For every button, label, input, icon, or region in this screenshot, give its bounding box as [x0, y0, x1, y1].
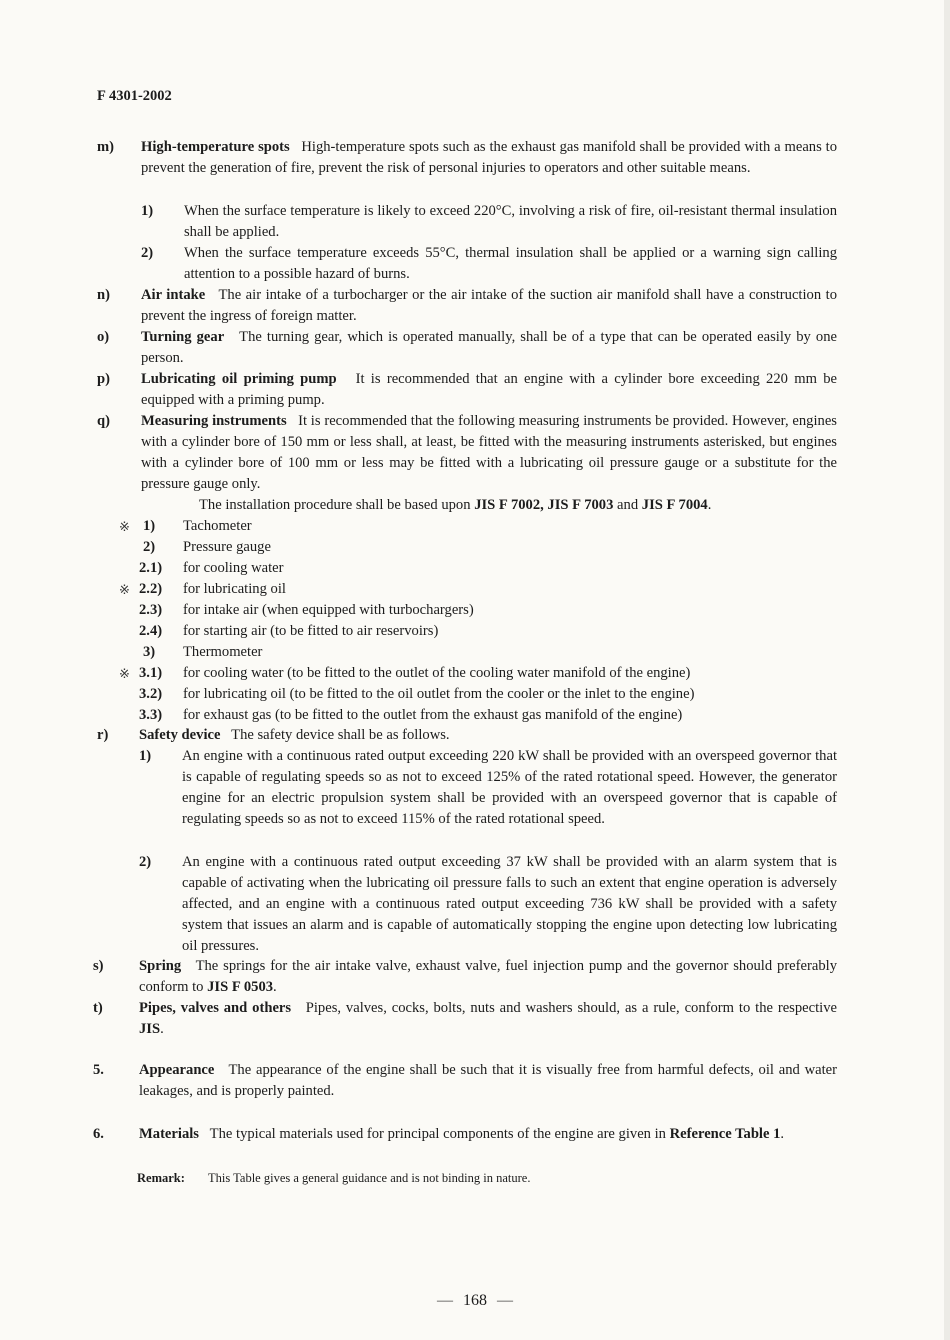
- dash: —: [497, 1292, 513, 1309]
- asterisk-mark: ※: [119, 582, 130, 597]
- item-label: r): [97, 727, 109, 743]
- item-title: Safety device: [139, 727, 221, 743]
- item-title: Measuring instruments: [141, 413, 287, 429]
- standard-reference: JIS F 7004: [641, 497, 708, 513]
- sub-text: An engine with a continuous rated output exceeding 37 kW shall be provided with an alarm system that is capable of activating when the lubricating oil pressure falls to such an extent that engine operation is adversely affected, and an engine with a continuous rated output exceeding 736 kW shall be provided with a safety system that issues an alarm and is capable of automatically stopping the engine upon detecting low lubricating oil pressures.: [182, 854, 837, 954]
- item-label: q): [97, 413, 110, 429]
- standard-reference: JIS: [139, 1021, 161, 1037]
- item-label: s): [93, 958, 104, 974]
- item-title: Spring: [139, 958, 182, 974]
- standard-reference: JIS F 0503: [207, 979, 274, 995]
- list-item-label: 2.3): [139, 602, 163, 618]
- remark-label: Remark:: [137, 1171, 185, 1185]
- list-item-text: Thermometer: [183, 644, 263, 660]
- item-text: High-temperature spots High-temperature spots such as the exhaust gas manifold shall be provided with a means to prevent the generation of fire, prevent the risk of personal injuries to operators and other suitable means.: [141, 139, 837, 176]
- list-item-text: Pressure gauge: [183, 539, 271, 555]
- section-number: 6.: [93, 1126, 104, 1142]
- table-reference: Reference Table 1: [669, 1126, 781, 1142]
- sub-text: When the surface temperature is likely to exceed 220°C, involving a risk of fire, oil-resistant thermal insulation shall be applied.: [184, 203, 837, 240]
- section-title: Appearance: [139, 1062, 215, 1078]
- section-title: Materials: [139, 1126, 199, 1142]
- remark: [137, 1168, 530, 1189]
- page-edge: [944, 0, 950, 1340]
- section-number: 5.: [93, 1062, 104, 1078]
- section-text: Appearance The appearance of the engine shall be such that it is visually free from harmful defects, oil and water leakages, and is properly painted.: [139, 1062, 838, 1099]
- sub-label: 1): [139, 748, 152, 764]
- sub-label: 2): [139, 854, 152, 870]
- sub-label: 1): [141, 203, 154, 219]
- list-item-label: 3): [143, 644, 156, 660]
- item-label: m): [97, 139, 115, 155]
- list-item-text: for exhaust gas (to be fitted to the outlet from the exhaust gas manifold of the engine): [183, 707, 683, 723]
- document-id-header: F 4301-2002: [97, 88, 172, 104]
- page-number: 168: [463, 1292, 487, 1309]
- sub-text: An engine with a continuous rated output exceeding 220 kW shall be provided with an overspeed governor that is capable of regulating speeds so as not to exceed 125% of the rated rotational speed. However, the generator engine for an electric propulsion system shall be provided with an overspeed governor that is capable of regulating speeds so as not to exceed 115% of the rated rotational speed.: [182, 748, 837, 827]
- item-text: Air intake The air intake of a turbocharger or the air intake of the suction air manifold shall have a construction to prevent the ingress of foreign matter.: [141, 287, 837, 324]
- remark-text: This Table gives a general guidance and is not binding in nature.: [208, 1171, 531, 1185]
- sub-text: When the surface temperature exceeds 55°C, thermal insulation shall be applied or a warning sign calling attention to a possible hazard of burns.: [184, 245, 837, 282]
- list-item-text: for cooling water (to be fitted to the outlet of the cooling water manifold of the engine): [183, 665, 691, 681]
- item-text: Pipes, valves and others Pipes, valves, cocks, bolts, nuts and washers should, as a rule, conform to the respective JIS.: [139, 1000, 838, 1037]
- item-text: Turning gear The turning gear, which is operated manually, shall be of a type that can be operated easily by one person.: [141, 329, 837, 366]
- page-footer: [0, 1292, 950, 1310]
- asterisk-mark: ※: [119, 519, 130, 534]
- item-text: Spring The springs for the air intake valve, exhaust valve, fuel injection pump and the governor should preferably conform to JIS F 0503.: [139, 958, 837, 995]
- list-item-text: for cooling water: [183, 560, 284, 576]
- list-item-label: 2.2): [139, 581, 163, 597]
- section-text: Materials The typical materials used for principal components of the engine are given in Reference Table 1.: [139, 1126, 785, 1142]
- item-label: t): [93, 1000, 103, 1016]
- item-text: Measuring instruments It is recommended that the following measuring instruments be provided. However, engines with a cylinder bore of 150 mm or less shall, at least, be fitted with the measuring instruments asterisked, but engines with a cylinder bore of 100 mm or less may be fitted with a lubricating oil pressure gauge or a substitute for the pressure gauge only.: [141, 413, 837, 492]
- list-item-text: for lubricating oil (to be fitted to the oil outlet from the cooler or the inlet to the engine): [183, 686, 695, 702]
- list-item-text: for intake air (when equipped with turbochargers): [183, 602, 474, 618]
- list-item-label: 2): [143, 539, 156, 555]
- list-item-text: Tachometer: [183, 518, 252, 534]
- item-label: p): [97, 371, 110, 387]
- item-label: n): [97, 287, 110, 303]
- standard-reference: JIS F 7002, JIS F 7003: [474, 497, 614, 513]
- asterisk-mark: ※: [119, 666, 130, 681]
- list-item-label: 1): [143, 518, 156, 534]
- item-title: Turning gear: [141, 329, 225, 345]
- item-title: High-temperature spots: [141, 139, 290, 155]
- item-text: Lubricating oil priming pump It is recommended that an engine with a cylinder bore exceeding 220 mm be equipped with a priming pump.: [141, 371, 838, 408]
- list-item-text: for starting air (to be fitted to air reservoirs): [183, 623, 439, 639]
- item-text: Safety device The safety device shall be as follows.: [139, 727, 450, 743]
- list-item-label: 2.4): [139, 623, 163, 639]
- list-item-text: for lubricating oil: [183, 581, 286, 597]
- sub-label: 2): [141, 245, 154, 261]
- list-item-label: 3.2): [139, 686, 163, 702]
- list-item-label: 2.1): [139, 560, 163, 576]
- installation-note: The installation procedure shall be based upon JIS F 7002, JIS F 7003 and JIS F 7004.: [199, 497, 712, 513]
- dash: —: [437, 1292, 453, 1309]
- item-label: o): [97, 329, 110, 345]
- item-title: Lubricating oil priming pump: [141, 371, 337, 387]
- item-title: Pipes, valves and others: [139, 1000, 292, 1016]
- item-title: Air intake: [141, 287, 206, 303]
- list-item-label: 3.1): [139, 665, 163, 681]
- list-item-label: 3.3): [139, 707, 163, 723]
